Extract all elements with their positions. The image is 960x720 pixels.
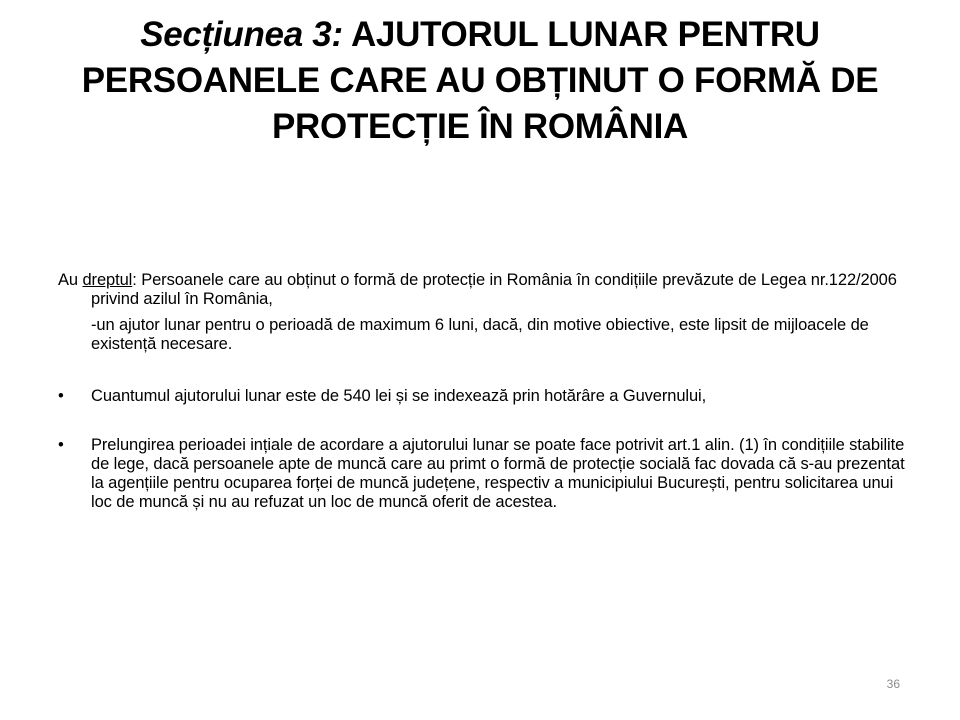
- indented-paragraph: -un ajutor lunar pentru o perioadă de maximum 6 luni, dacă, din motive obiective, este lipsit de mijloacele de existență necesare.: [91, 316, 869, 353]
- bullet-text: Prelungirea perioadei ințiale de acordare a ajutorului lunar se poate face potrivit art.1 alin. (1) în condițiile stabilite de lege, dacă persoanele apte de muncă care au primt o formă de protecție socială fac dovada că s-au prezentat la agențiile pentru ocuparea forței de muncă județene, respectiv a municipiului București, pentru solicitarea unui loc de muncă și nu au refuzat un loc de muncă oferit de acestea.: [91, 436, 905, 511]
- title-text: AJUTORUL LUNAR PENTRU PERSOANELE CARE AU OBȚINUT O FORMĂ DE PROTECȚIE ÎN ROMÂNIA: [81, 15, 879, 146]
- bullet-item-extension: [58, 436, 910, 512]
- intro-lead: Au: [58, 271, 83, 289]
- spacer: [58, 406, 910, 436]
- slide-title: [40, 12, 920, 150]
- slide-body: [58, 271, 910, 512]
- intro-underlined-word: dreptul: [82, 271, 133, 289]
- intro-rest: : Persoanele care au obținut o formă de protecție in România în condițiile prevăzute de Legea nr.122/2006 privind azilul în România,: [91, 271, 897, 308]
- page-number: 36: [886, 677, 900, 691]
- intro-paragraph: [58, 271, 910, 309]
- bullet-text: Cuantumul ajutorului lunar este de 540 lei și se indexează prin hotărâre a Guvernului,: [91, 387, 707, 405]
- bullet-icon: •: [58, 387, 64, 405]
- section-prefix: Secțiunea 3:: [140, 15, 343, 54]
- bullet-item-amount: [58, 387, 910, 406]
- bullet-icon: •: [58, 436, 64, 454]
- spacer: [58, 354, 910, 387]
